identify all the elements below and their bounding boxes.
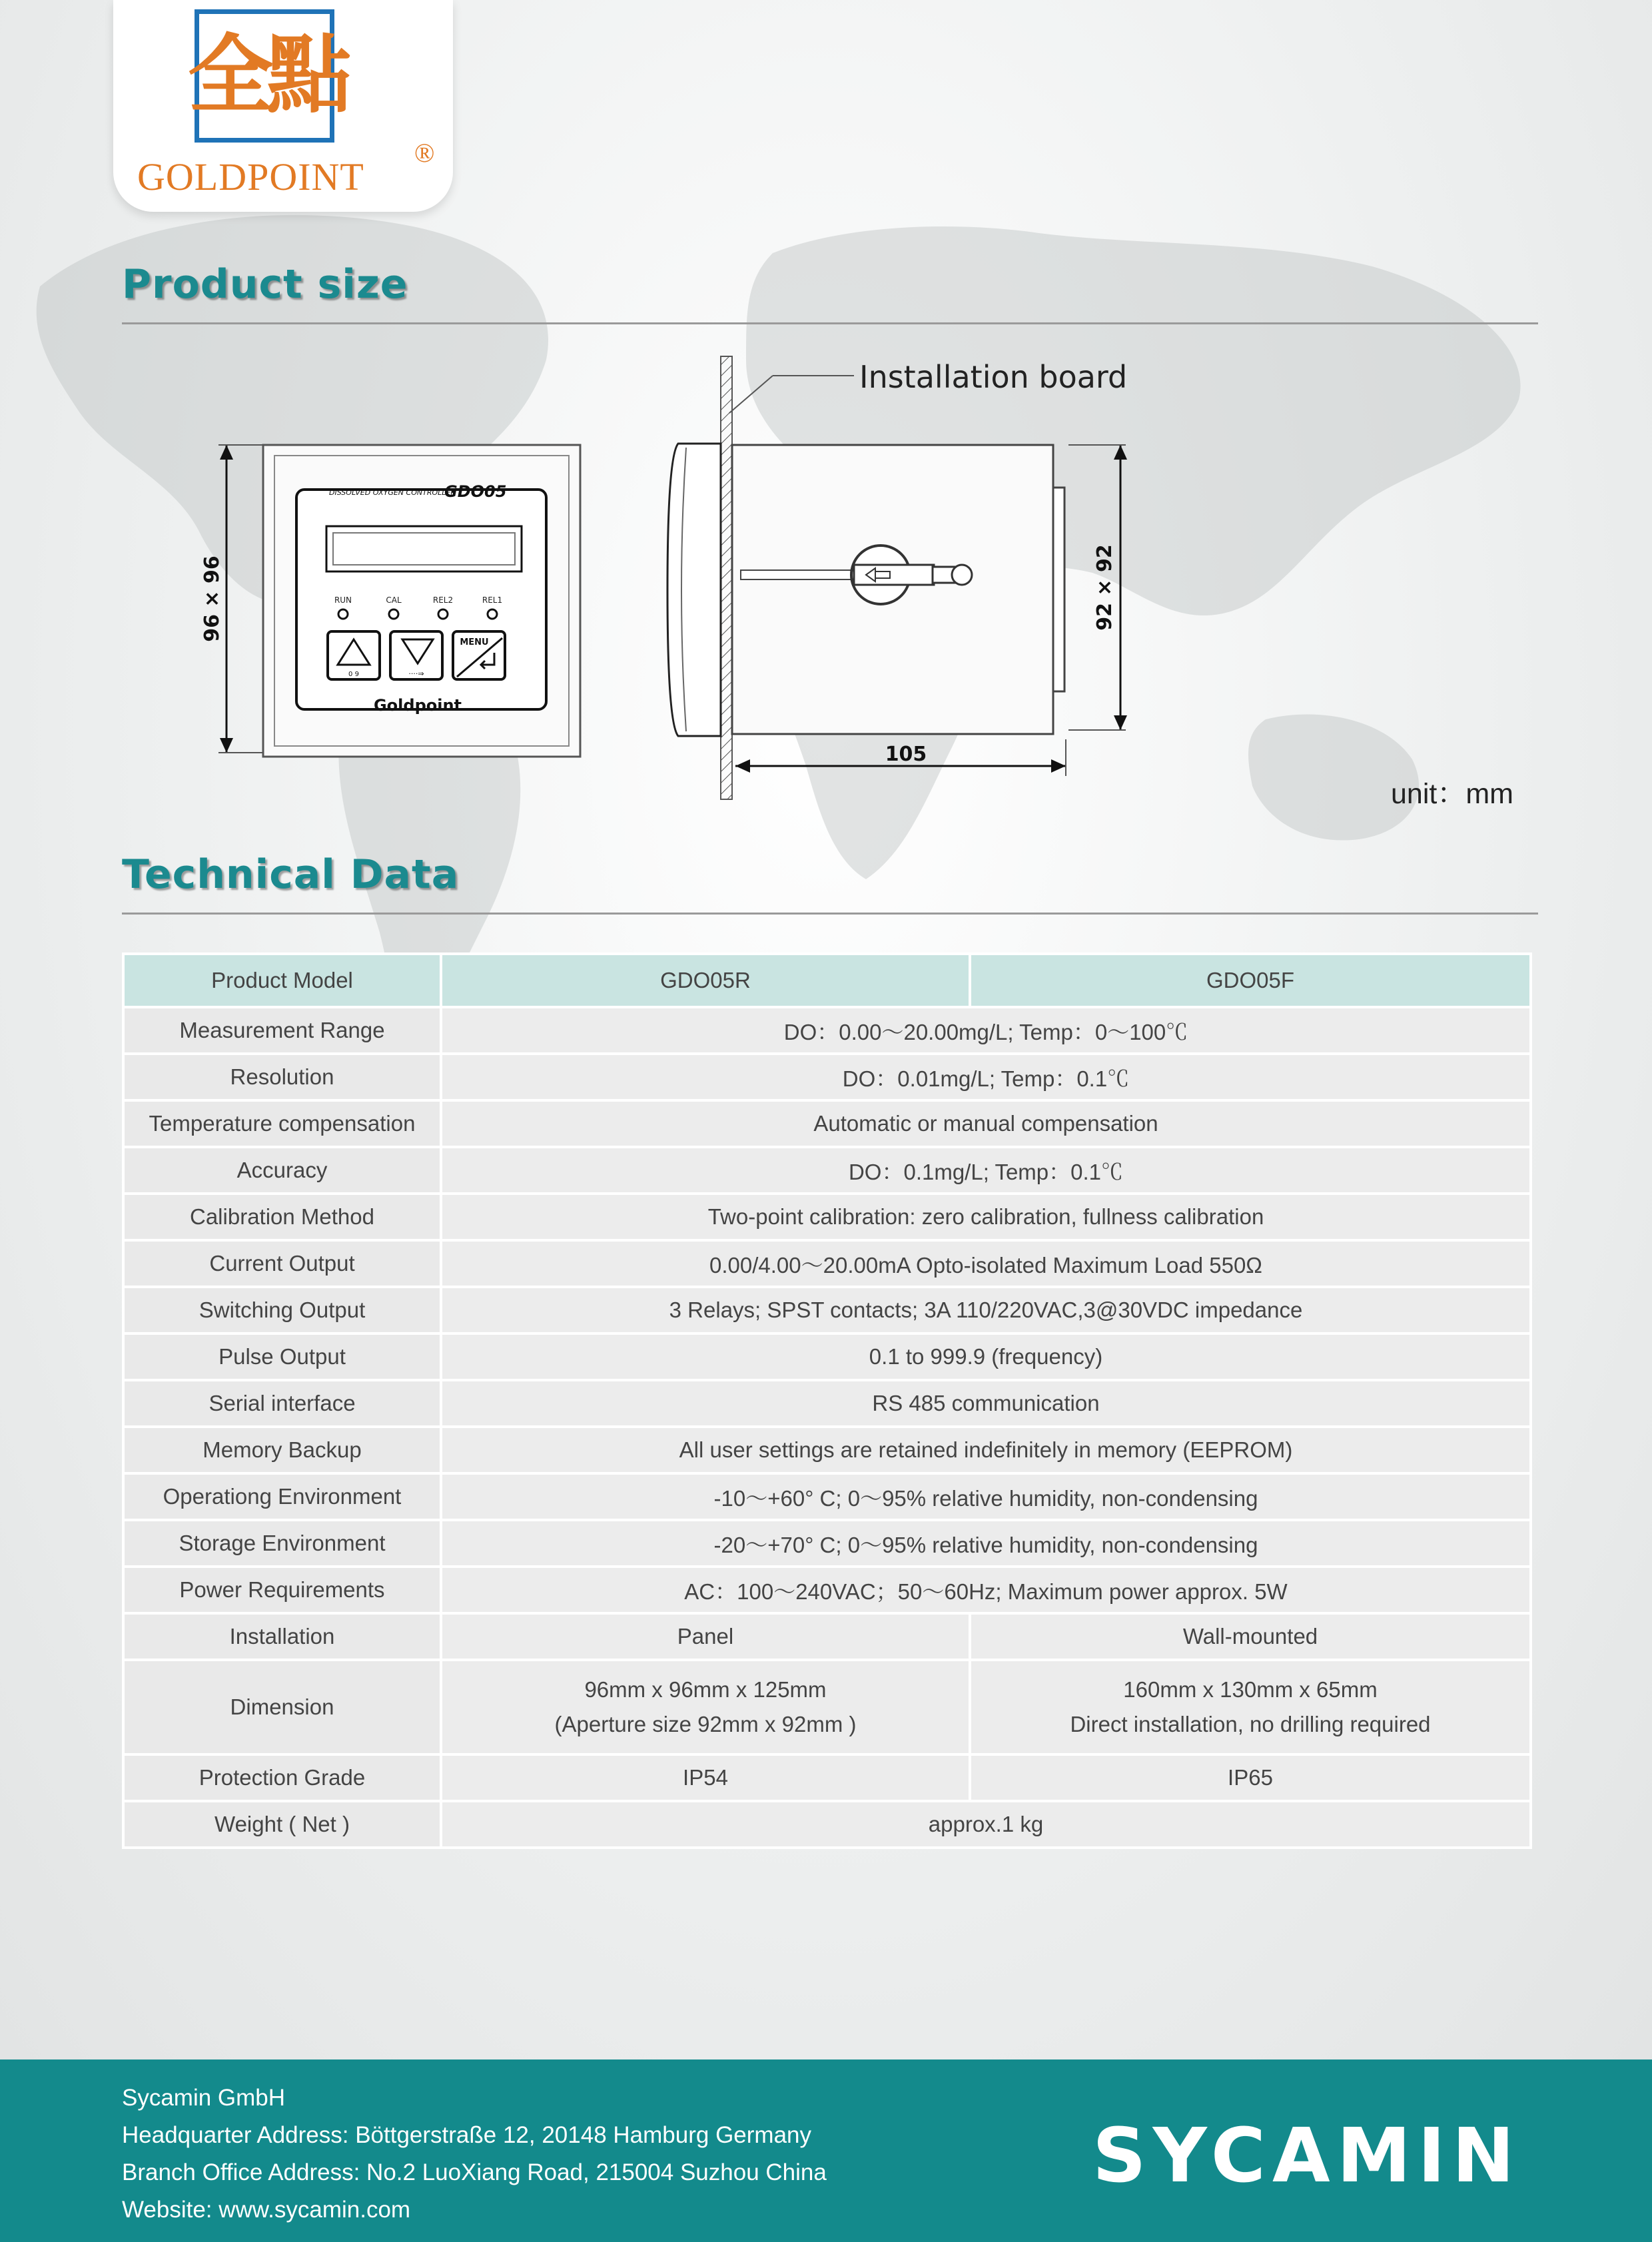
- row-label: Serial interface: [123, 1380, 441, 1427]
- row-label: Power Requirements: [123, 1567, 441, 1613]
- front-bezel: [667, 444, 721, 736]
- row-label: Current Output: [123, 1240, 441, 1287]
- indicator-rel2-label: REL2: [432, 595, 454, 605]
- row-label: Storage Environment: [123, 1520, 441, 1567]
- row-label: Memory Backup: [123, 1427, 441, 1473]
- row-label: Operationg Environment: [123, 1473, 441, 1520]
- row-label: Temperature compensation: [123, 1100, 441, 1147]
- product-size-rule: [122, 322, 1538, 324]
- row-label: Switching Output: [123, 1287, 441, 1333]
- front-view: [201, 445, 580, 757]
- table-row-installation: [123, 1613, 1531, 1660]
- footer-branch-address: Branch Office Address: No.2 LuoXiang Road, 215004 Suzhou China: [122, 2159, 827, 2185]
- table-row-protection: [123, 1754, 1531, 1801]
- table-row: [123, 1427, 1531, 1473]
- row-label: Resolution: [123, 1054, 441, 1100]
- mount-screw-rod: [741, 570, 854, 579]
- row-value: Two-point calibration: zero calibration, fullness calibration: [441, 1194, 1531, 1240]
- footer-company: Sycamin GmbH: [122, 2085, 286, 2111]
- table-row: [123, 1240, 1531, 1287]
- side-dimension-label: 92 × 92: [1093, 544, 1116, 631]
- technical-data-table: [122, 952, 1532, 1849]
- table-row-dimension: [123, 1660, 1531, 1754]
- dimension-gdo05r-line2: (Aperture size 92mm x 92mm ): [554, 1712, 857, 1736]
- terminal-block: [1053, 488, 1064, 691]
- menu-key-label: MENU: [460, 637, 489, 647]
- row-value: Automatic or manual compensation: [441, 1100, 1531, 1147]
- row-value: 3 Relays; SPST contacts; 3A 110/220VAC,3@30VDC impedance: [441, 1287, 1531, 1333]
- unit-label: unit：mm: [1391, 778, 1513, 810]
- indicator-rel1-label: REL1: [482, 595, 503, 605]
- device-brand: Goldpoint: [373, 696, 462, 715]
- technical-data-title: Technical Data: [122, 851, 460, 898]
- row-value: -20～+70° C; 0～95% relative humidity, non-condensing: [441, 1520, 1531, 1567]
- table-row: [123, 1520, 1531, 1567]
- footer-website-link[interactable]: Website: www.sycamin.com: [122, 2197, 411, 2223]
- table-row: [123, 1100, 1531, 1147]
- table-row: [123, 1380, 1531, 1427]
- indicator-run-label: RUN: [334, 595, 352, 605]
- row-label: Measurement Range: [123, 1007, 441, 1054]
- header-product-model: Product Model: [123, 954, 441, 1007]
- installation-label: Installation: [123, 1613, 441, 1660]
- dimension-gdo05f-line1: 160mm x 130mm x 65mm: [1123, 1677, 1378, 1702]
- table-header-row: [123, 954, 1531, 1007]
- table-row-weight: [123, 1801, 1531, 1848]
- row-value: AC：100～240VAC；50～60Hz; Maximum power approx. 5W: [441, 1567, 1531, 1613]
- table-row: [123, 1333, 1531, 1380]
- device-model-label: GDO05: [444, 482, 507, 501]
- row-label: Accuracy: [123, 1147, 441, 1194]
- dimension-gdo05f: [970, 1660, 1531, 1754]
- row-label: Calibration Method: [123, 1194, 441, 1240]
- up-key-sub: 0 9: [348, 671, 359, 678]
- weight-value: approx.1 kg: [441, 1801, 1531, 1848]
- dimension-gdo05r: [441, 1660, 970, 1754]
- product-size-title: Product size: [122, 261, 408, 308]
- table-row: [123, 1287, 1531, 1333]
- logo-card: [113, 0, 453, 212]
- indicator-cal-label: CAL: [386, 595, 402, 605]
- device-subtitle: DISSOLVED OXYGEN CONTROLLER: [329, 488, 456, 497]
- row-label: Pulse Output: [123, 1333, 441, 1380]
- row-value: DO：0.00～20.00mg/L; Temp：0～100℃: [441, 1007, 1531, 1054]
- dimension-gdo05f-line2: Direct installation, no drilling required: [1070, 1712, 1431, 1736]
- down-key-sub: ····⇒: [408, 669, 424, 678]
- weight-label: Weight ( Net ): [123, 1801, 441, 1848]
- side-view: [667, 356, 1127, 799]
- protection-label: Protection Grade: [123, 1754, 441, 1801]
- registered-mark: ®: [414, 138, 435, 168]
- protection-gdo05f: IP65: [970, 1754, 1531, 1801]
- footer-brand-logo: SYCAMIN: [1092, 2113, 1521, 2199]
- installation-gdo05r: Panel: [441, 1613, 970, 1660]
- footer-hq-address: Headquarter Address: Böttgerstraße 12, 20148 Hamburg Germany: [122, 2122, 811, 2148]
- footer-contact: [122, 2079, 827, 2229]
- logo-text: GOLDPOINT: [137, 155, 364, 198]
- logo-glyph: 全點: [188, 26, 346, 125]
- table-row: [123, 1147, 1531, 1194]
- header-gdo05f: GDO05F: [970, 954, 1531, 1007]
- installation-board: [721, 356, 732, 799]
- depth-label: 105: [885, 743, 927, 766]
- table-row: [123, 1007, 1531, 1054]
- installation-board-label: Installation board: [859, 359, 1128, 395]
- clamp-knob: [952, 565, 972, 585]
- row-value: All user settings are retained indefinitely in memory (EEPROM): [441, 1427, 1531, 1473]
- footer: [0, 2059, 1652, 2242]
- front-dimension-label: 96 × 96: [201, 556, 224, 642]
- table-row: [123, 1194, 1531, 1240]
- table-row: [123, 1054, 1531, 1100]
- row-value: RS 485 communication: [441, 1380, 1531, 1427]
- technical-data-rule: [122, 913, 1538, 915]
- dimension-gdo05r-line1: 96mm x 96mm x 125mm: [584, 1677, 827, 1702]
- row-value: DO：0.01mg/L; Temp：0.1℃: [441, 1054, 1531, 1100]
- row-value: DO：0.1mg/L; Temp：0.1℃: [441, 1147, 1531, 1194]
- row-value: -10～+60° C; 0～95% relative humidity, non-condensing: [441, 1473, 1531, 1520]
- installation-gdo05f: Wall-mounted: [970, 1613, 1531, 1660]
- row-value: 0.1 to 999.9 (frequency): [441, 1333, 1531, 1380]
- dimension-label: Dimension: [123, 1660, 441, 1754]
- protection-gdo05r: IP54: [441, 1754, 970, 1801]
- row-value: 0.00/4.00～20.00mA Opto-isolated Maximum Load 550Ω: [441, 1240, 1531, 1287]
- table-row: [123, 1567, 1531, 1613]
- table-row: [123, 1473, 1531, 1520]
- header-gdo05r: GDO05R: [441, 954, 970, 1007]
